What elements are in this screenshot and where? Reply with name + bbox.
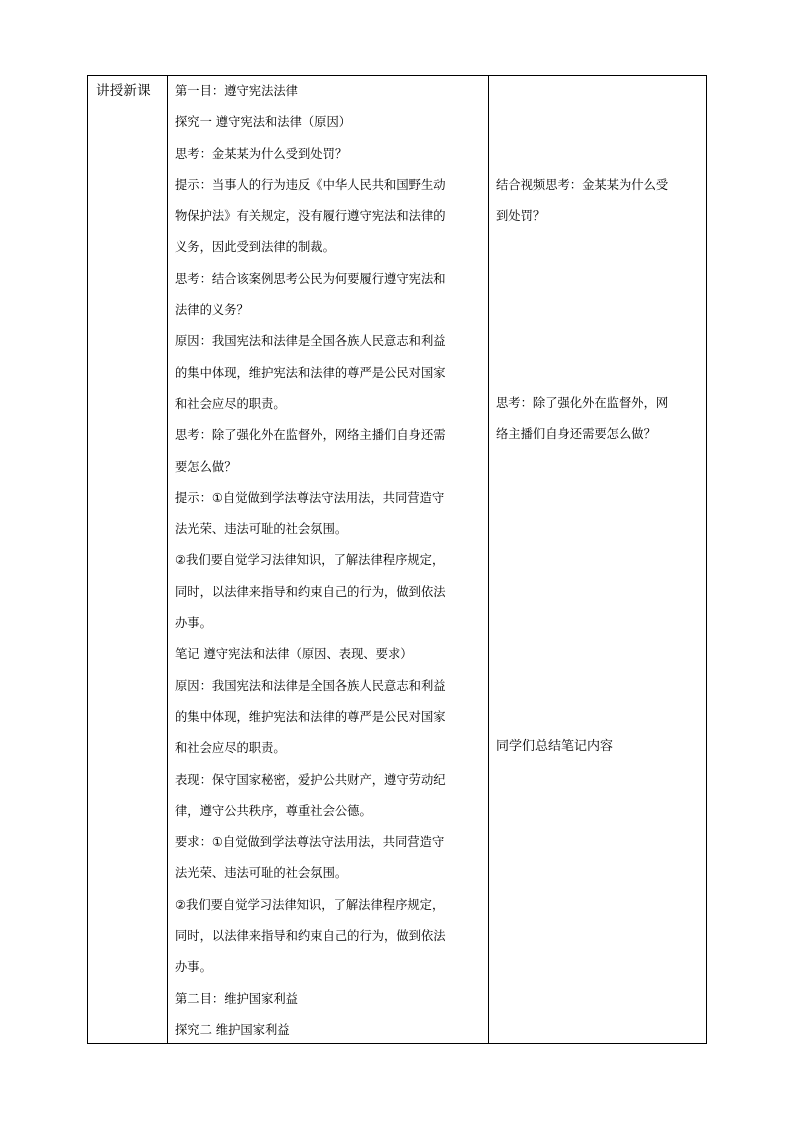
- content-line: ②我们要自觉学习法律知识，了解法律程序规定，: [175, 553, 445, 568]
- content-line: ②我们要自觉学习法律知识，了解法律程序规定，: [175, 897, 445, 912]
- content-line: 思考：金某某为什么受到处罚？: [175, 146, 348, 161]
- content-line: 义务，因此受到法律的制裁。: [175, 240, 335, 255]
- content-line: 提示：当事人的行为违反《中华人民共和国野生动: [175, 177, 446, 192]
- content-line: 原因：我国宪法和法律是全国各族人民意志和利益: [175, 678, 446, 693]
- content-line: 提示：①自觉做到学法尊法守法用法，共同营造守: [175, 490, 445, 505]
- student-activity-note-2: [496, 391, 704, 454]
- column-divider-left: [167, 76, 168, 1043]
- note-line: 络主播们自身还需要怎么做？: [496, 427, 656, 442]
- content-line: 同时，以法律来指导和约束自己的行为，做到依法: [175, 584, 446, 599]
- column-divider-right: [488, 76, 489, 1043]
- section-label: 讲授新课: [96, 83, 151, 99]
- content-line: 同时，以法律来指导和约束自己的行为，做到依法: [175, 929, 446, 944]
- student-activity-note-3: [496, 735, 704, 766]
- content-line: 法光荣、违法可耻的社会氛围。: [175, 522, 348, 537]
- content-line: 律，遵守公共秩序，尊重社会公德。: [175, 803, 372, 818]
- content-line: 和社会应尽的职责。: [175, 741, 286, 756]
- content-line: 要怎么做？: [175, 459, 237, 474]
- content-line: 法律的义务？: [175, 303, 249, 318]
- content-line: 原因：我国宪法和法律是全国各族人民意志和利益: [175, 334, 446, 349]
- student-activity-note-1: [496, 173, 704, 236]
- content-line: 法光荣、违法可耻的社会氛围。: [175, 866, 348, 881]
- content-line: 探究一 遵守宪法和法律（原因）: [175, 115, 352, 130]
- content-line: 思考：除了强化外在监督外，网络主播们自身还需: [175, 428, 446, 443]
- content-line: 的集中体现，维护宪法和法律的尊严是公民对国家: [175, 709, 446, 724]
- content-line: 的集中体现，维护宪法和法律的尊严是公民对国家: [175, 365, 446, 380]
- content-line: 表现：保守国家秘密，爱护公共财产，遵守劳动纪: [175, 772, 446, 787]
- content-line: 办事。: [175, 960, 212, 975]
- note-line: 结合视频思考：金某某为什么受: [496, 178, 669, 192]
- content-line: 办事。: [175, 616, 212, 631]
- content-line: 思考：结合该案例思考公民为何要履行遵守宪法和: [175, 271, 446, 286]
- content-line: 要求：①自觉做到学法尊法守法用法，共同营造守: [175, 835, 445, 850]
- content-line: 笔记 遵守宪法和法律（原因、表现、要求）: [175, 647, 413, 662]
- content-line: 第二目：维护国家利益: [175, 991, 298, 1006]
- content-line: 和社会应尽的职责。: [175, 396, 286, 411]
- content-line: 物保护法》有关规定，没有履行遵守宪法和法律的: [175, 209, 446, 224]
- note-line: 思考：除了强化外在监督外，网: [496, 396, 669, 410]
- lesson-plan-table: [87, 75, 707, 1044]
- content-line: 探究二 维护国家利益: [175, 1022, 290, 1037]
- note-line: 同学们总结笔记内容: [496, 739, 614, 754]
- note-line: 到处罚？: [496, 209, 546, 224]
- content-line: 第一目：遵守宪法法律: [175, 84, 298, 98]
- teacher-content-column: [175, 79, 485, 1049]
